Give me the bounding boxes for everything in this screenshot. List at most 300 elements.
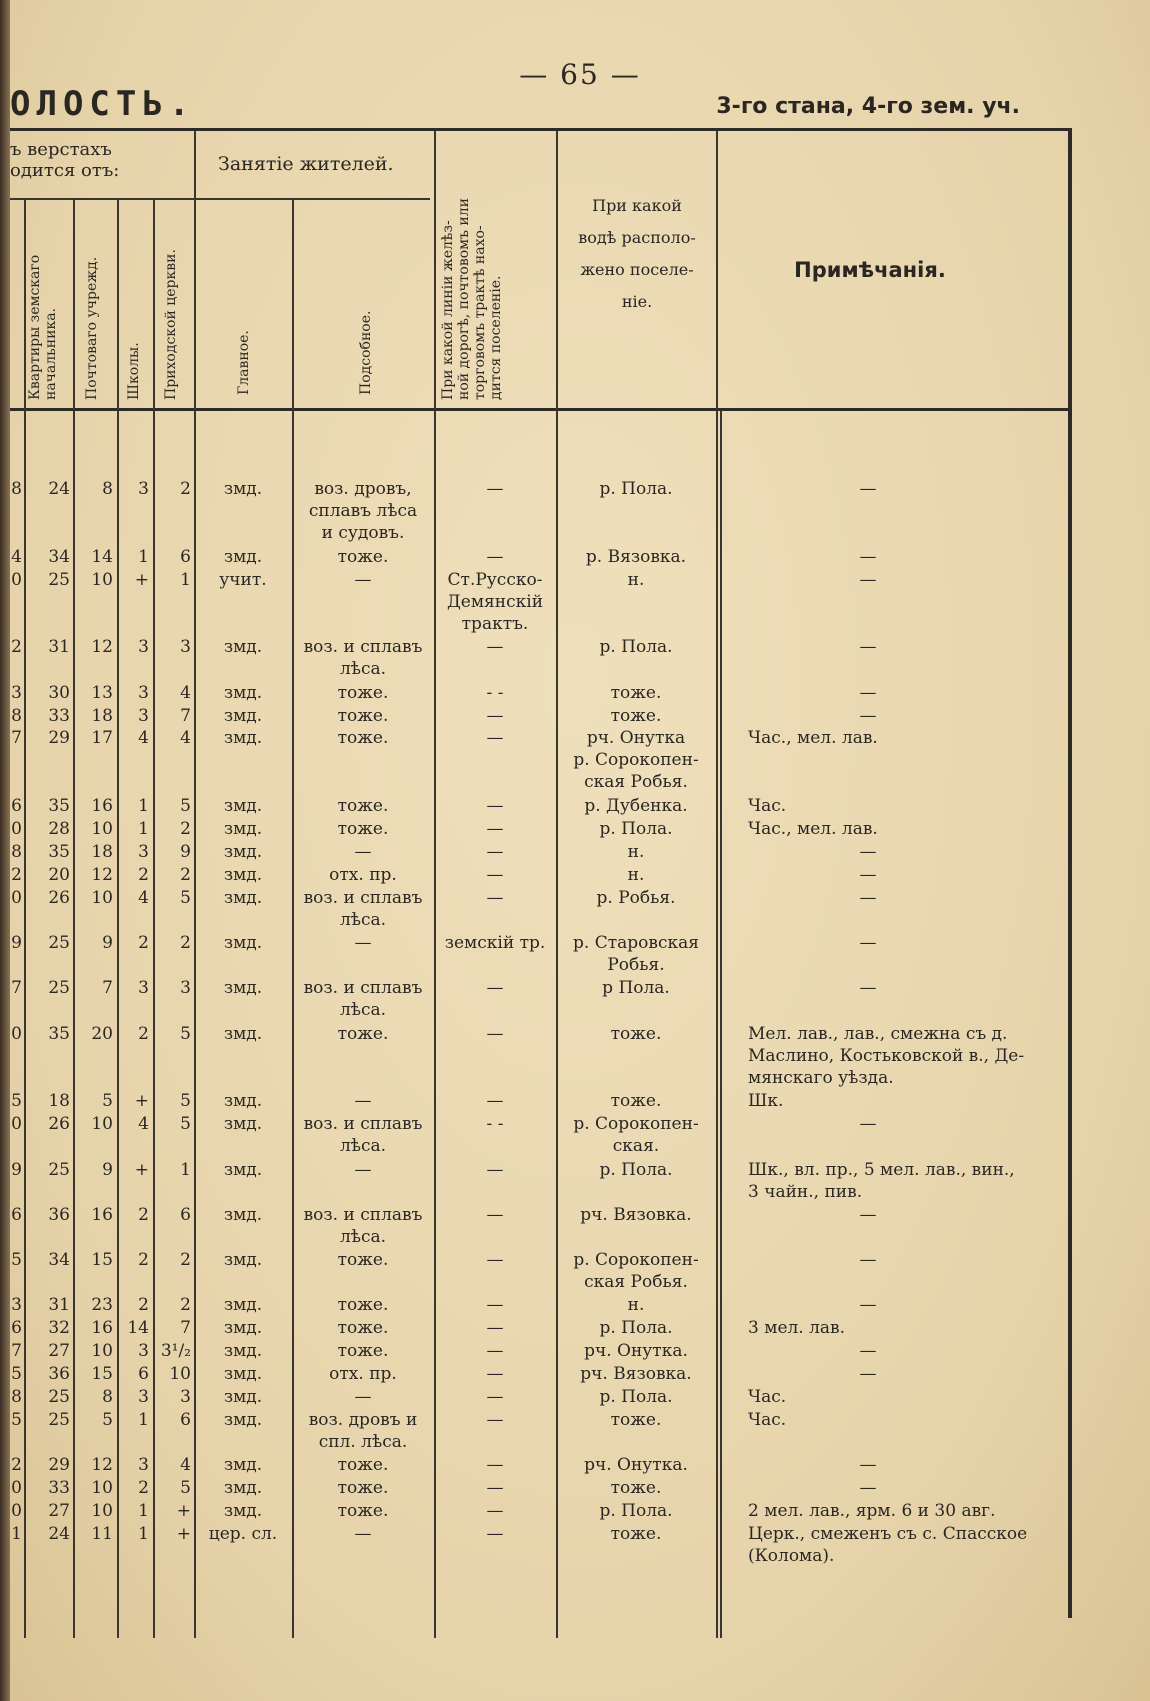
cell-d3: 1: [138, 819, 149, 839]
cell-line: воз. и сплавъ: [303, 887, 423, 908]
page-number: — 65 —: [519, 58, 641, 91]
cell-line: —: [859, 978, 877, 999]
cell-line: —: [859, 682, 877, 703]
cell-aux: [294, 977, 432, 1021]
cell-d3: 4: [138, 1114, 149, 1135]
cell-d4: 3: [180, 978, 191, 999]
cell-line: рч. Онутка: [586, 728, 686, 749]
cell-rail: [436, 1249, 554, 1271]
cell-aux: [294, 1204, 432, 1248]
cell-d3: 3: [138, 1341, 149, 1362]
cell-notes: [748, 478, 1066, 500]
cell-d1: 25: [48, 933, 70, 953]
cell-d1: 35: [48, 796, 70, 817]
cell-notes: [748, 1523, 1066, 1567]
cell-main: змд.: [223, 819, 263, 839]
cell-notes: [748, 1204, 1066, 1226]
cell-line: тоже.: [610, 1478, 662, 1499]
cell-d2: 9: [102, 933, 113, 953]
cell-line: —: [859, 479, 877, 499]
cell-water: [558, 478, 714, 500]
cell-notes: [748, 1500, 1066, 1522]
cell-line: —: [486, 1204, 504, 1225]
cell-aux: [294, 795, 432, 817]
cell-water: [558, 1454, 714, 1476]
cell-line: —: [859, 864, 877, 885]
cell-line: —: [486, 728, 504, 749]
header-notes: Примѣчанія.: [794, 258, 946, 282]
table-right-rule: [1068, 128, 1072, 1618]
cell-notes: [748, 1477, 1066, 1499]
cell-line: Час.: [748, 796, 787, 817]
cell-e: 9: [11, 1159, 22, 1180]
cell-aux: [294, 932, 432, 954]
cell-line: лѣса.: [339, 909, 387, 930]
cell-d3: 3: [138, 637, 149, 658]
cell-e: 0: [11, 1023, 22, 1044]
cell-water: [558, 569, 714, 591]
cell-line: и судовъ.: [321, 523, 405, 543]
cell-e: 0: [11, 1478, 22, 1499]
cell-notes: [748, 682, 1066, 704]
cell-main: змд.: [223, 1114, 263, 1135]
cell-d3: 3: [138, 479, 149, 499]
cell-line: —: [486, 1364, 504, 1385]
cell-rail: [436, 705, 554, 727]
cell-line: —: [859, 1295, 877, 1316]
cell-d4: 4: [180, 682, 191, 703]
cell-line: тоже.: [337, 1501, 389, 1521]
cell-d2: 7: [102, 978, 113, 999]
cell-aux: [294, 1249, 432, 1271]
cell-d1: 35: [48, 841, 70, 862]
cell-e: 8: [11, 841, 22, 862]
cell-d2: 10: [91, 887, 113, 908]
cell-water: [558, 705, 714, 727]
cell-line: —: [486, 637, 504, 658]
cell-aux: [294, 1317, 432, 1339]
cell-aux: [294, 887, 432, 931]
cell-line: Демянскій: [446, 591, 544, 612]
cell-line: тоже.: [337, 796, 389, 817]
cell-line: —: [859, 1114, 877, 1135]
cell-line: р. Старовская: [573, 933, 699, 953]
cell-d1: 27: [48, 1501, 70, 1521]
cell-rail: [436, 1204, 554, 1226]
cell-line: Шк.: [748, 1091, 784, 1112]
cell-d3: 3: [138, 841, 149, 862]
cell-e: 0: [11, 887, 22, 908]
header-railway-road: При какой линіи желѣз- ной дорогѣ, почтовомъ или торговомъ трактѣ нахо- дится поселеніе.: [440, 198, 505, 400]
cell-water: [558, 977, 714, 999]
cell-line: Мел. лав., лав., смежна съ д.: [748, 1023, 1008, 1044]
cell-d4: 10: [169, 1364, 191, 1385]
cell-line: спл. лѣса.: [318, 1431, 408, 1452]
cell-line: ская Робья.: [584, 1272, 688, 1293]
cell-line: р. Пола.: [599, 819, 673, 839]
cell-line: —: [486, 1455, 504, 1476]
cell-e: 6: [11, 1318, 22, 1339]
cell-rail: [436, 1090, 554, 1112]
cell-line: —: [859, 1364, 877, 1385]
header-occupation-main: Главное.: [236, 330, 252, 395]
cell-notes: [748, 1454, 1066, 1476]
cell-line: Ст.Русско-: [447, 569, 543, 590]
distance-sub-rule: [10, 198, 195, 200]
cell-d3: 3: [138, 705, 149, 726]
cell-d1: 27: [48, 1341, 70, 1362]
table-top-rule: [10, 128, 1070, 131]
cell-line: рч. Онутка.: [584, 1341, 688, 1362]
cell-line: —: [354, 569, 372, 590]
cell-aux: [294, 1500, 432, 1522]
cell-water: [558, 1363, 714, 1385]
cell-d1: 33: [48, 1478, 70, 1499]
cell-d3: 3: [138, 1455, 149, 1476]
cell-e: 9: [11, 933, 22, 953]
cell-rail: [436, 1454, 554, 1476]
cell-line: тоже.: [610, 1523, 662, 1544]
cell-aux: [294, 841, 432, 863]
cell-water: [558, 1500, 714, 1522]
cell-d1: 36: [48, 1364, 70, 1385]
cell-line: —: [486, 841, 504, 862]
col-line: [720, 410, 722, 1638]
header-school: Школы.: [126, 342, 142, 400]
cell-rail: [436, 569, 554, 635]
cell-aux: [294, 478, 432, 544]
cell-d3: 14: [127, 1318, 149, 1339]
cell-notes: [748, 1340, 1066, 1362]
cell-line: лѣса.: [339, 1136, 387, 1157]
cell-line: трактъ.: [461, 613, 529, 634]
cell-line: р. Пола.: [599, 637, 673, 658]
cell-main: змд.: [223, 933, 263, 953]
cell-d1: 35: [48, 1023, 70, 1044]
cell-aux: [294, 727, 432, 749]
cell-notes: [748, 1294, 1066, 1316]
cell-d1: 29: [48, 728, 70, 749]
cell-line: мянскаго уѣзда.: [748, 1067, 894, 1088]
cell-aux: [294, 1113, 432, 1157]
cell-notes: [748, 727, 1066, 749]
cell-rail: [436, 1500, 554, 1522]
cell-line: ская Робья.: [584, 772, 688, 793]
cell-d2: 15: [91, 1364, 113, 1385]
cell-e: 8: [11, 479, 22, 499]
cell-water: [558, 1159, 714, 1181]
cell-e: 5: [11, 1364, 22, 1385]
cell-main: змд.: [223, 1364, 263, 1385]
cell-line: сплавъ лѣса: [308, 501, 418, 521]
cell-water: [558, 1023, 714, 1045]
header-zemsky-quarters: Квартиры земскаго начальника.: [27, 254, 60, 400]
cell-aux: [294, 1090, 432, 1112]
distance-group-header: ъ верстахъ одится отъ:: [10, 139, 120, 181]
cell-water: [558, 932, 714, 976]
cell-line: —: [486, 1341, 504, 1362]
cell-line: лѣса.: [339, 659, 387, 680]
cell-line: —: [486, 1023, 504, 1044]
cell-line: —: [486, 1387, 504, 1407]
cell-main: змд.: [223, 728, 263, 749]
cell-rail: [436, 1409, 554, 1431]
cell-line: р. Сорокопен-: [573, 1114, 699, 1135]
cell-water: [558, 841, 714, 863]
cell-d2: 18: [91, 841, 113, 862]
cell-e: 8: [11, 1387, 22, 1407]
cell-notes: [748, 841, 1066, 863]
cell-line: —: [859, 546, 877, 567]
cell-d2: 10: [91, 819, 113, 839]
cell-water: [558, 795, 714, 817]
cell-line: тоже.: [610, 705, 662, 726]
cell-d2: 12: [91, 637, 113, 658]
cell-d1: 24: [48, 1523, 70, 1544]
cell-notes: [748, 818, 1066, 840]
cell-line: —: [354, 1159, 372, 1180]
cell-line: —: [486, 1250, 504, 1271]
cell-e: 0: [11, 569, 22, 590]
cell-d2: 5: [102, 1091, 113, 1112]
cell-d1: 24: [48, 479, 70, 499]
cell-notes: [748, 795, 1066, 817]
cell-d3: 2: [138, 1023, 149, 1044]
cell-e: 0: [11, 1114, 22, 1135]
cell-d2: 16: [91, 796, 113, 817]
cell-water: [558, 682, 714, 704]
cell-d2: 15: [91, 1250, 113, 1271]
cell-line: отх. пр.: [329, 864, 397, 885]
cell-rail: [436, 1340, 554, 1362]
cell-water: [558, 887, 714, 909]
cell-line: —: [859, 705, 877, 726]
cell-water: [558, 546, 714, 568]
cell-d3: 2: [138, 933, 149, 953]
cell-aux: [294, 1159, 432, 1181]
cell-line: —: [859, 1341, 877, 1362]
cell-line: 2 мел. лав., ярм. 6 и 30 авг.: [748, 1501, 996, 1521]
cell-line: —: [354, 933, 372, 953]
cell-d4: 3: [180, 637, 191, 658]
cell-rail: [436, 818, 554, 840]
cell-notes: [748, 977, 1066, 999]
cell-water: [558, 1317, 714, 1339]
cell-line: тоже.: [610, 1023, 662, 1044]
cell-line: отх. пр.: [329, 1364, 397, 1385]
cell-line: —: [859, 933, 877, 953]
cell-line: тоже.: [337, 1318, 389, 1339]
cell-water: [558, 1090, 714, 1112]
cell-main: змд.: [223, 796, 263, 817]
cell-d3: 1: [138, 1409, 149, 1430]
cell-water: [558, 1523, 714, 1545]
cell-e: 2: [11, 864, 22, 885]
cell-line: - -: [486, 682, 504, 703]
cell-main: змд.: [223, 841, 263, 862]
cell-d4: 2: [180, 479, 191, 499]
cell-d4: 1: [180, 569, 191, 590]
cell-line: тоже.: [337, 728, 389, 749]
cell-line: тоже.: [337, 1250, 389, 1271]
cell-line: —: [354, 1387, 372, 1407]
cell-d3: 4: [138, 728, 149, 749]
cell-d4: 2: [180, 1295, 191, 1316]
cell-line: рч. Онутка.: [584, 1455, 688, 1476]
cell-main: цер. сл.: [208, 1523, 278, 1544]
cell-line: тоже.: [337, 1295, 389, 1316]
cell-line: р. Пола.: [599, 479, 673, 499]
cell-line: —: [859, 1250, 877, 1271]
cell-line: —: [859, 569, 877, 590]
cell-main: змд.: [223, 1341, 263, 1362]
cell-line: —: [486, 1523, 504, 1544]
cell-d4: 4: [180, 1455, 191, 1476]
cell-line: тоже.: [337, 819, 389, 839]
cell-line: - -: [486, 1114, 504, 1135]
cell-line: —: [486, 1501, 504, 1521]
cell-line: тоже.: [337, 1023, 389, 1044]
cell-d4: 7: [180, 705, 191, 726]
cell-e: 8: [11, 705, 22, 726]
cell-line: —: [486, 1091, 504, 1112]
cell-line: Час., мел. лав.: [748, 728, 878, 749]
cell-notes: [748, 1317, 1066, 1339]
cell-d1: 25: [48, 1159, 70, 1180]
cell-line: —: [859, 1204, 877, 1225]
cell-line: Робья.: [607, 955, 665, 975]
cell-main: змд.: [223, 1159, 263, 1180]
cell-line: р. Вязовка.: [585, 546, 687, 567]
cell-line: воз. и сплавъ: [303, 1204, 423, 1225]
cell-line: тоже.: [610, 1409, 662, 1430]
cell-notes: [748, 1386, 1066, 1408]
cell-aux: [294, 636, 432, 680]
cell-water: [558, 864, 714, 886]
cell-notes: [748, 864, 1066, 886]
cell-main: змд.: [223, 1409, 263, 1430]
cell-d2: 10: [91, 1114, 113, 1135]
cell-d1: 34: [48, 546, 70, 567]
cell-aux: [294, 818, 432, 840]
cell-d1: 26: [48, 887, 70, 908]
section-title: ОЛОСТЬ.: [10, 84, 196, 124]
cell-notes: [748, 546, 1066, 568]
cell-e: 6: [11, 1204, 22, 1225]
cell-main: змд.: [223, 1295, 263, 1316]
cell-water: [558, 1409, 714, 1431]
cell-rail: [436, 864, 554, 886]
cell-d2: 16: [91, 1318, 113, 1339]
cell-main: змд.: [223, 1204, 263, 1225]
cell-d2: 10: [91, 1478, 113, 1499]
cell-rail: [436, 546, 554, 568]
cell-d4: 2: [180, 933, 191, 953]
cell-d4: 6: [180, 546, 191, 567]
cell-e: 5: [11, 1250, 22, 1271]
header-occupation-aux: Подсобное.: [358, 310, 374, 395]
cell-line: Шк., вл. пр., 5 мел. лав., вин.,: [748, 1159, 1015, 1180]
cell-d3: 1: [138, 546, 149, 567]
cell-main: змд.: [223, 705, 263, 726]
cell-aux: [294, 1409, 432, 1453]
header-parish-church: Приходской церкви.: [163, 249, 179, 400]
cell-line: воз. дровъ,: [314, 479, 412, 499]
cell-line: воз. и сплавъ: [303, 1114, 423, 1135]
cell-d3: +: [134, 1091, 149, 1112]
cell-line: —: [486, 1409, 504, 1430]
cell-main: змд.: [223, 1501, 263, 1521]
cell-d1: 36: [48, 1204, 70, 1225]
cell-water: [558, 636, 714, 658]
cell-notes: [748, 569, 1066, 591]
cell-d1: 33: [48, 705, 70, 726]
cell-line: тоже.: [337, 1478, 389, 1499]
cell-line: тоже.: [337, 682, 389, 703]
cell-d3: +: [134, 1159, 149, 1180]
cell-rail: [436, 1477, 554, 1499]
cell-line: Час.: [748, 1387, 787, 1407]
cell-line: —: [486, 819, 504, 839]
cell-notes: [748, 1113, 1066, 1135]
cell-d2: 12: [91, 1455, 113, 1476]
cell-water: [558, 1386, 714, 1408]
cell-d3: 1: [138, 796, 149, 817]
cell-main: змд.: [223, 546, 263, 567]
cell-main: змд.: [223, 1318, 263, 1339]
cell-d2: 20: [91, 1023, 113, 1044]
cell-d3: 2: [138, 864, 149, 885]
cell-line: воз. дровъ и: [308, 1409, 418, 1430]
cell-line: Час.: [748, 1409, 787, 1430]
cell-line: тоже.: [337, 546, 389, 567]
cell-d1: 31: [48, 637, 70, 658]
cell-aux: [294, 1294, 432, 1316]
cell-d3: 2: [138, 1204, 149, 1225]
cell-line: р. Робья.: [596, 887, 676, 908]
cell-line: —: [859, 841, 877, 862]
cell-line: Час., мел. лав.: [748, 819, 878, 839]
cell-aux: [294, 1523, 432, 1545]
cell-d3: 2: [138, 1250, 149, 1271]
cell-d2: 10: [91, 569, 113, 590]
cell-line: н.: [627, 1295, 645, 1316]
cell-e: 0: [11, 1501, 22, 1521]
cell-rail: [436, 1523, 554, 1545]
cell-line: —: [859, 1478, 877, 1499]
cell-e: 7: [11, 1341, 22, 1362]
cell-line: —: [486, 1318, 504, 1339]
cell-d4: 7: [180, 1318, 191, 1339]
cell-d2: 23: [91, 1295, 113, 1316]
cell-line: —: [859, 1455, 877, 1476]
cell-d1: 26: [48, 1114, 70, 1135]
cell-line: ская.: [612, 1136, 660, 1157]
cell-rail: [436, 1317, 554, 1339]
cell-e: 1: [11, 1523, 22, 1544]
cell-aux: [294, 1477, 432, 1499]
cell-line: —: [486, 1478, 504, 1499]
cell-line: р. Сорокопен-: [573, 1250, 699, 1271]
cell-d1: 18: [48, 1091, 70, 1112]
cell-aux: [294, 705, 432, 727]
cell-line: —: [486, 796, 504, 817]
cell-line: р Пола.: [602, 978, 670, 999]
cell-d4: +: [176, 1501, 191, 1521]
cell-line: 3 чайн., пив.: [748, 1181, 863, 1202]
cell-water: [558, 1249, 714, 1293]
cell-main: змд.: [223, 1455, 263, 1476]
